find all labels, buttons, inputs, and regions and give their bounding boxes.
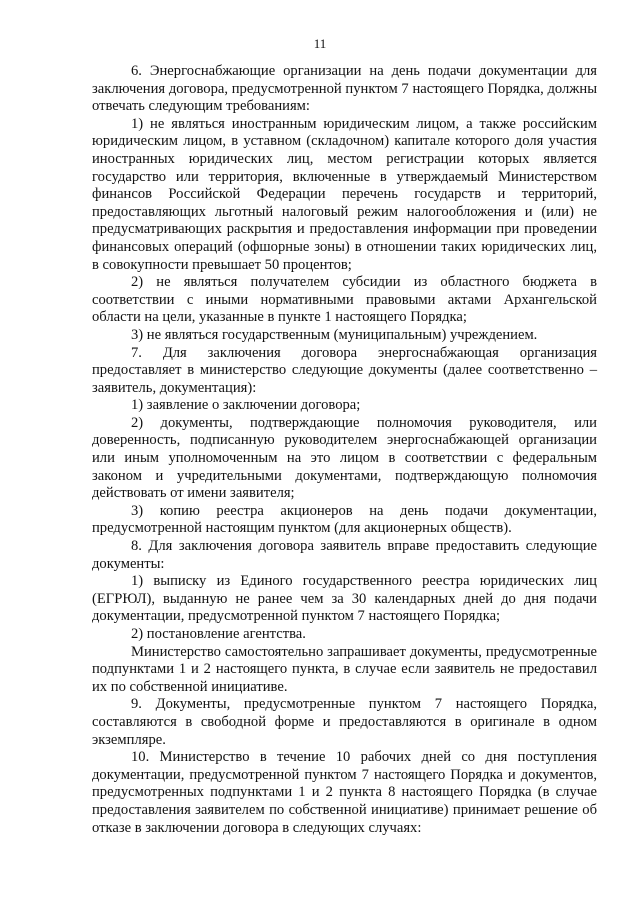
paragraph-8: 8. Для заключения договора заявитель вправе предоставить следующие документы: — [92, 538, 597, 572]
paragraph-7-1: 1) заявление о заключении договора; — [131, 397, 361, 414]
paragraph-7: 7. Для заключения договора энергоснабжающая организация предоставляет в министерство следующие документы (далее соответственно – заявитель, документация): — [92, 344, 597, 396]
paragraph-7-2: 2) документы, подтверждающие полномочия руководителя, или доверенность, подписанную руководителем энергоснабжающей организации или иным уполномоченным на это лицом в соответствии с федеральным законом и учредительными документами, подтверждающую полномочия действовать от имени заявителя; — [92, 414, 597, 502]
paragraph-6-3: 3) не являться государственным (муниципальным) учреждением. — [131, 326, 538, 343]
paragraph-10: 10. Министерство в течение 10 рабочих дней со дня поступления документации, предусмотренной пунктом 7 настоящего Порядка и документов, предусмотренных подпунктами 1 и 2 пункта 8 настоящего Порядка (в случае предоставления заявителем по собственной инициативе) принимает решение об отказе в заключении договора в следующих случаях: — [92, 749, 597, 836]
paragraph-8-2: 2) постановление агентства. — [131, 626, 306, 642]
paragraph-7-3: 3) копию реестра акционеров на день подачи документации, предусмотренной настоящим пунктом (для акционерных обществ). — [92, 502, 597, 537]
paragraph-6-1: 1) не являться иностранным юридическим лицом, а также российским юридическим лицом, в уставном (складочном) капитале которого доля участия иностранных юридических лиц, местом регистрации которых является государство или территория, включенные в утверждаемый Министерством финансов Российской Федерации перечень государств и территорий, предоставляющих льготный налоговый режим налогообложения и (или) не предусматривающих раскрытия и предоставления информации при проведении финансовых операций (офшорные зоны) в отношении таких юридических лиц, в совокупности превышает 50 процентов; — [92, 115, 597, 273]
paragraph-8-note: Министерство самостоятельно запрашивает документы, предусмотренные подпунктами 1 и 2 настоящего пункта, в случае если заявитель не предоставил их по собственной инициативе. — [92, 643, 597, 695]
paragraph-9: 9. Документы, предусмотренные пунктом 7 настоящего Порядка, составляются в свободной форме и предоставляются в оригинале в одном экземпляре. — [92, 696, 597, 748]
paragraph-6-2: 2) не являться получателем субсидии из областного бюджета в соответствии с иными нормативными правовыми актами Архангельской области на цели, указанные в пункте 1 настоящего Порядка; — [92, 274, 597, 326]
page-number: 11 — [313, 36, 327, 51]
document-body — [92, 63, 597, 837]
paragraph-8-1: 1) выписку из Единого государственного реестра юридических лиц (ЕГРЮЛ), выданную не ранее чем за 30 календарных дней до дня подачи документации, предусмотренной пунктом 7 настоящего Порядка; — [92, 573, 597, 625]
paragraph-6: 6. Энергоснабжающие организации на день подачи документации для заключения договора, предусмотренной пунктом 7 настоящего Порядка, должны отвечать следующим требованиям: — [92, 63, 597, 115]
